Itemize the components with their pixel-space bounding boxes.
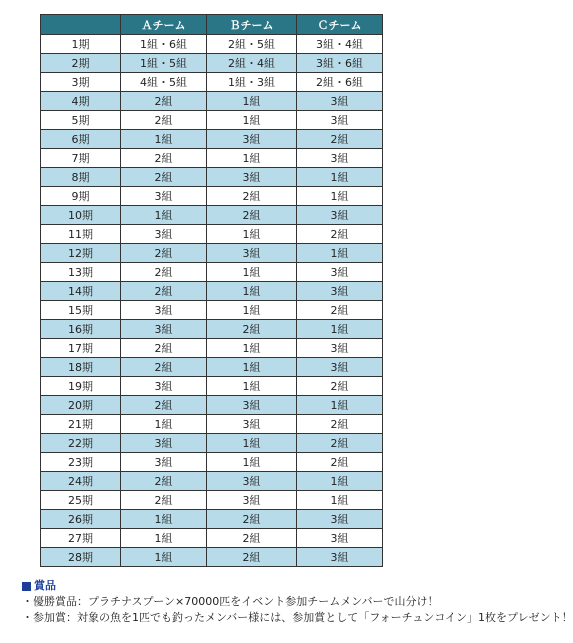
period-cell: 22期 bbox=[41, 434, 121, 453]
team-b-cell: 1組 bbox=[207, 149, 297, 168]
table-row bbox=[41, 244, 383, 263]
team-a-cell: 1組 bbox=[121, 510, 207, 529]
table-row bbox=[41, 339, 383, 358]
team-c-cell: 2組 bbox=[297, 225, 383, 244]
period-cell: 11期 bbox=[41, 225, 121, 244]
table-row bbox=[41, 130, 383, 149]
team-b-cell: 1組 bbox=[207, 92, 297, 111]
period-cell: 12期 bbox=[41, 244, 121, 263]
team-b-cell: 1組 bbox=[207, 434, 297, 453]
table-row bbox=[41, 206, 383, 225]
prize-heading bbox=[22, 578, 512, 594]
team-b-cell: 1組 bbox=[207, 225, 297, 244]
team-c-cell: 2組 bbox=[297, 453, 383, 472]
team-a-cell: 4組・5組 bbox=[121, 73, 207, 92]
team-c-cell: 3組 bbox=[297, 510, 383, 529]
team-b-cell: 1組 bbox=[207, 377, 297, 396]
prize-heading-text: 賞品 bbox=[34, 579, 56, 592]
table-row bbox=[41, 168, 383, 187]
team-c-cell: 3組 bbox=[297, 548, 383, 567]
table-row bbox=[41, 35, 383, 54]
period-cell: 16期 bbox=[41, 320, 121, 339]
team-b-cell: 3組 bbox=[207, 491, 297, 510]
team-c-cell: 1組 bbox=[297, 244, 383, 263]
period-cell: 5期 bbox=[41, 111, 121, 130]
team-b-cell: 2組 bbox=[207, 187, 297, 206]
team-a-cell: 2組 bbox=[121, 168, 207, 187]
header-corner bbox=[41, 15, 121, 35]
team-a-cell: 2組 bbox=[121, 396, 207, 415]
period-cell: 7期 bbox=[41, 149, 121, 168]
team-a-cell: 1組 bbox=[121, 206, 207, 225]
period-cell: 3期 bbox=[41, 73, 121, 92]
period-cell: 4期 bbox=[41, 92, 121, 111]
team-a-cell: 2組 bbox=[121, 339, 207, 358]
team-b-cell: 3組 bbox=[207, 244, 297, 263]
team-c-cell: 1組 bbox=[297, 491, 383, 510]
team-a-cell: 3組 bbox=[121, 301, 207, 320]
team-b-cell: 3組 bbox=[207, 130, 297, 149]
team-c-cell: 3組 bbox=[297, 111, 383, 130]
team-a-cell: 3組 bbox=[121, 225, 207, 244]
team-b-cell: 2組・4組 bbox=[207, 54, 297, 73]
period-cell: 9期 bbox=[41, 187, 121, 206]
team-b-cell: 3組 bbox=[207, 472, 297, 491]
table-row bbox=[41, 472, 383, 491]
period-cell: 14期 bbox=[41, 282, 121, 301]
team-c-cell: 1組 bbox=[297, 472, 383, 491]
table-row bbox=[41, 453, 383, 472]
team-a-cell: 3組 bbox=[121, 187, 207, 206]
table-row bbox=[41, 282, 383, 301]
team-c-cell: 2組 bbox=[297, 130, 383, 149]
team-a-cell: 2組 bbox=[121, 263, 207, 282]
header-team-a: Ａチーム bbox=[121, 15, 207, 35]
prize-notes bbox=[22, 578, 573, 626]
team-b-cell: 2組 bbox=[207, 206, 297, 225]
team-b-cell: 2組 bbox=[207, 548, 297, 567]
team-a-cell: 2組 bbox=[121, 92, 207, 111]
table-row bbox=[41, 149, 383, 168]
team-b-cell: 1組 bbox=[207, 111, 297, 130]
team-c-cell: 2組・6組 bbox=[297, 73, 383, 92]
table-row bbox=[41, 491, 383, 510]
table-row bbox=[41, 111, 383, 130]
table-row bbox=[41, 320, 383, 339]
team-b-cell: 3組 bbox=[207, 415, 297, 434]
team-a-cell: 2組 bbox=[121, 149, 207, 168]
period-cell: 15期 bbox=[41, 301, 121, 320]
team-c-cell: 2組 bbox=[297, 377, 383, 396]
period-cell: 19期 bbox=[41, 377, 121, 396]
team-b-cell: 1組 bbox=[207, 453, 297, 472]
team-b-cell: 1組・3組 bbox=[207, 73, 297, 92]
team-a-cell: 2組 bbox=[121, 491, 207, 510]
team-c-cell: 3組 bbox=[297, 339, 383, 358]
team-c-cell: 1組 bbox=[297, 320, 383, 339]
period-cell: 27期 bbox=[41, 529, 121, 548]
table-row bbox=[41, 548, 383, 567]
team-c-cell: 2組 bbox=[297, 301, 383, 320]
team-b-cell: 1組 bbox=[207, 301, 297, 320]
team-a-cell: 3組 bbox=[121, 434, 207, 453]
period-cell: 25期 bbox=[41, 491, 121, 510]
team-b-cell: 3組 bbox=[207, 396, 297, 415]
table-row bbox=[41, 415, 383, 434]
team-c-cell: 3組 bbox=[297, 206, 383, 225]
header-row bbox=[41, 15, 383, 35]
team-a-cell: 1組 bbox=[121, 548, 207, 567]
table-row bbox=[41, 434, 383, 453]
team-c-cell: 1組 bbox=[297, 396, 383, 415]
team-a-cell: 2組 bbox=[121, 244, 207, 263]
team-c-cell: 3組 bbox=[297, 529, 383, 548]
team-c-cell: 2組 bbox=[297, 434, 383, 453]
team-b-cell: 1組 bbox=[207, 339, 297, 358]
team-c-cell: 1組 bbox=[297, 187, 383, 206]
team-c-cell: 3組 bbox=[297, 149, 383, 168]
team-a-cell: 2組 bbox=[121, 358, 207, 377]
period-cell: 8期 bbox=[41, 168, 121, 187]
team-b-cell: 2組 bbox=[207, 320, 297, 339]
square-bullet-icon bbox=[22, 582, 31, 591]
team-a-cell: 3組 bbox=[121, 453, 207, 472]
team-a-cell: 1組・5組 bbox=[121, 54, 207, 73]
team-a-cell: 1組・6組 bbox=[121, 35, 207, 54]
team-b-cell: 1組 bbox=[207, 358, 297, 377]
table-row bbox=[41, 510, 383, 529]
period-cell: 23期 bbox=[41, 453, 121, 472]
table-row bbox=[41, 187, 383, 206]
team-a-cell: 1組 bbox=[121, 130, 207, 149]
table-row bbox=[41, 358, 383, 377]
team-a-cell: 2組 bbox=[121, 282, 207, 301]
team-b-cell: 1組 bbox=[207, 282, 297, 301]
header-team-b: Ｂチーム bbox=[207, 15, 297, 35]
team-c-cell: 1組 bbox=[297, 168, 383, 187]
team-b-cell: 2組 bbox=[207, 529, 297, 548]
period-cell: 13期 bbox=[41, 263, 121, 282]
period-cell: 6期 bbox=[41, 130, 121, 149]
header-team-c: Ｃチーム bbox=[297, 15, 383, 35]
team-a-cell: 3組 bbox=[121, 377, 207, 396]
team-c-cell: 3組 bbox=[297, 263, 383, 282]
team-a-cell: 1組 bbox=[121, 415, 207, 434]
prize-line-participation: ・参加賞：対象の魚を1匹でも釣ったメンバー様には、参加賞として「フォーチュンコイン」1枚をプレゼント！ bbox=[22, 611, 573, 624]
table-row bbox=[41, 73, 383, 92]
team-b-cell: 2組 bbox=[207, 510, 297, 529]
table-row bbox=[41, 92, 383, 111]
schedule-table bbox=[40, 14, 383, 567]
team-a-cell: 3組 bbox=[121, 320, 207, 339]
period-cell: 28期 bbox=[41, 548, 121, 567]
period-cell: 2期 bbox=[41, 54, 121, 73]
table-row bbox=[41, 301, 383, 320]
table-row bbox=[41, 396, 383, 415]
team-a-cell: 1組 bbox=[121, 529, 207, 548]
period-cell: 24期 bbox=[41, 472, 121, 491]
team-a-cell: 2組 bbox=[121, 111, 207, 130]
period-cell: 20期 bbox=[41, 396, 121, 415]
period-cell: 18期 bbox=[41, 358, 121, 377]
table-row bbox=[41, 54, 383, 73]
team-a-cell: 2組 bbox=[121, 472, 207, 491]
period-cell: 21期 bbox=[41, 415, 121, 434]
period-cell: 10期 bbox=[41, 206, 121, 225]
period-cell: 17期 bbox=[41, 339, 121, 358]
team-b-cell: 1組 bbox=[207, 263, 297, 282]
team-b-cell: 2組・5組 bbox=[207, 35, 297, 54]
team-c-cell: 3組 bbox=[297, 282, 383, 301]
table-row bbox=[41, 529, 383, 548]
period-cell: 1期 bbox=[41, 35, 121, 54]
prize-line-winner: ・優勝賞品：プラチナスプーン×70000匹をイベント参加チームメンバーで山分け！ bbox=[22, 595, 439, 608]
team-b-cell: 3組 bbox=[207, 168, 297, 187]
team-c-cell: 3組 bbox=[297, 358, 383, 377]
team-c-cell: 3組 bbox=[297, 92, 383, 111]
period-cell: 26期 bbox=[41, 510, 121, 529]
team-c-cell: 2組 bbox=[297, 415, 383, 434]
team-c-cell: 3組・6組 bbox=[297, 54, 383, 73]
table-row bbox=[41, 225, 383, 244]
table-row bbox=[41, 263, 383, 282]
team-c-cell: 3組・4組 bbox=[297, 35, 383, 54]
table-row bbox=[41, 377, 383, 396]
